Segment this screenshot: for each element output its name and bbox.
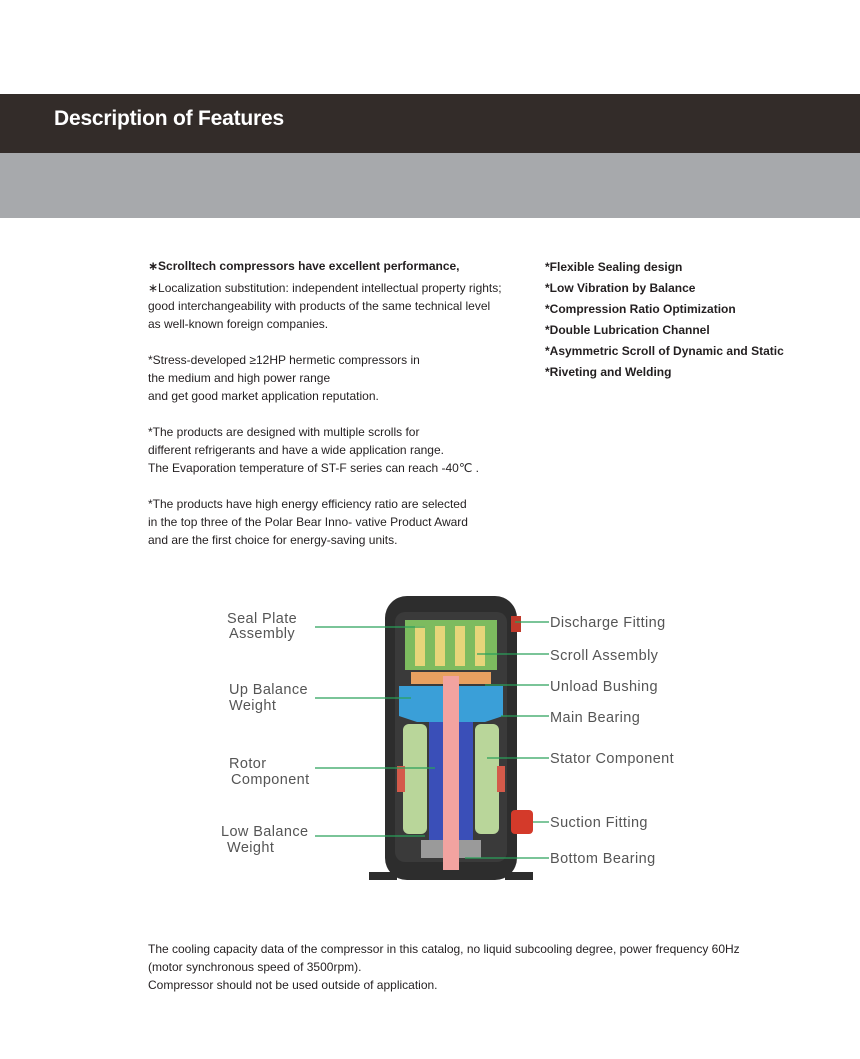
label-rotor-1: Rotor xyxy=(229,756,267,772)
feature-item: *Compression Ratio Optimization xyxy=(545,302,736,316)
footer-note xyxy=(148,940,788,994)
stress-line: *Stress-developed ≥12HP hermetic compressors in xyxy=(148,353,420,367)
stress-paragraph xyxy=(148,351,528,405)
efficiency-line: *The products have high energy efficiency ratio are selected xyxy=(148,497,467,511)
stator-right xyxy=(475,724,499,834)
efficiency-line: in the top three of the Polar Bear Inno- vative Product Award xyxy=(148,515,468,529)
rotor-left xyxy=(429,722,443,840)
label-stator-component: Stator Component xyxy=(550,751,675,767)
intro-line: good interchangeability with products of the same technical level xyxy=(148,299,491,313)
label-unload-bushing: Unload Bushing xyxy=(550,679,658,695)
compressor-cutaway-diagram xyxy=(215,590,695,900)
label-up-balance-1: Up Balance xyxy=(229,682,308,698)
stress-line: the medium and high power range xyxy=(148,371,331,385)
label-up-balance-2: Weight xyxy=(229,698,277,714)
header-bar xyxy=(0,94,860,153)
label-seal-plate-1: Seal Plate xyxy=(227,611,298,627)
label-discharge-fitting: Discharge Fitting xyxy=(550,615,666,631)
footer-line: Compressor should not be used outside of application. xyxy=(148,978,438,992)
suction-fitting-shape xyxy=(511,810,533,834)
intro-line: ∗Localization substitution: independent intellectual property rights; xyxy=(148,281,502,295)
label-low-balance-1: Low Balance xyxy=(221,824,309,840)
label-low-balance-2: Weight xyxy=(227,840,275,856)
stator-left xyxy=(403,724,427,834)
features-list xyxy=(545,257,845,383)
description-left-column xyxy=(148,257,528,567)
intro-paragraph xyxy=(148,279,528,333)
label-bottom-bearing: Bottom Bearing xyxy=(550,851,656,867)
scrolls-line: The Evaporation temperature of ST-F series can reach -40℃ . xyxy=(148,461,479,475)
footer-line: (motor synchronous speed of 3500rpm). xyxy=(148,960,362,974)
scrolls-line: *The products are designed with multiple scrolls for xyxy=(148,425,420,439)
efficiency-line: and are the first choice for energy-saving units. xyxy=(148,533,398,547)
right-foot xyxy=(505,872,533,880)
intro-bold: ∗Scrolltech compressors have excellent performance, xyxy=(148,259,460,273)
compressor-svg xyxy=(215,590,695,900)
label-rotor-2: Component xyxy=(231,772,310,788)
label-scroll-assembly: Scroll Assembly xyxy=(550,648,659,664)
label-main-bearing: Main Bearing xyxy=(550,710,641,726)
intro-line: as well-known foreign companies. xyxy=(148,317,329,331)
feature-item: *Flexible Sealing design xyxy=(545,260,683,274)
feature-item: *Low Vibration by Balance xyxy=(545,281,696,295)
stress-line: and get good market application reputation. xyxy=(148,389,379,403)
scrolls-line: different refrigerants and have a wide application range. xyxy=(148,443,444,457)
footer-line: The cooling capacity data of the compressor in this catalog, no liquid subcooling degree, power frequency 60Hz xyxy=(148,942,740,956)
gray-banner xyxy=(0,153,860,218)
scrolls-paragraph xyxy=(148,423,528,477)
page-title: Description of Features xyxy=(54,107,284,130)
efficiency-paragraph xyxy=(148,495,528,549)
discharge-fitting xyxy=(511,616,521,632)
rotor-right xyxy=(459,722,473,840)
feature-item: *Double Lubrication Channel xyxy=(545,323,710,337)
label-seal-plate-2: Assembly xyxy=(229,626,296,642)
left-foot xyxy=(369,872,397,880)
feature-item: *Riveting and Welding xyxy=(545,365,672,379)
label-suction-fitting: Suction Fitting xyxy=(550,815,648,831)
feature-item: *Asymmetric Scroll of Dynamic and Static xyxy=(545,344,784,358)
